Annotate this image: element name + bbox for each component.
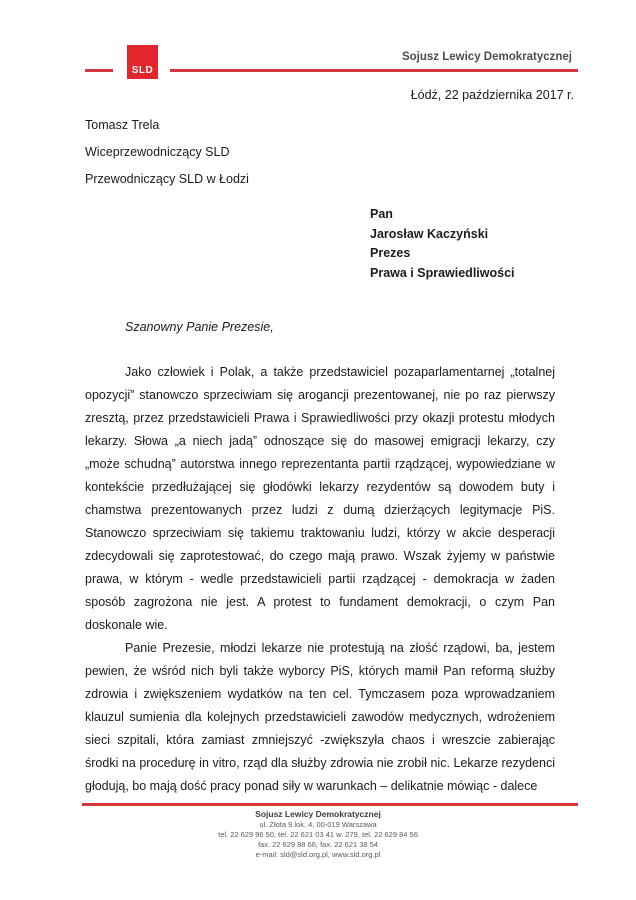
header-organization-name: Sojusz Lewicy Demokratycznej [401,51,572,63]
sld-logo [127,45,158,79]
recipient-title: Prezes [370,246,411,260]
footer-rule [82,803,578,806]
recipient-name: Jarosław Kaczyński [370,226,489,241]
body-paragraph-1: Jako człowiek i Polak, a także przedstawiciel pozaparlamentarnej „totalnej opozycji” stanowczo sprzeciwiam się arogancji prezentowanej, nie po raz pierwszy zresztą, przez przedstawicieli Prawa i Sprawiedliwości przy okazji protestu młodych lekarzy. Słowa „a niech jadą” odnoszące się do masowej emigracji lekarzy, czy „może schudną” autorstwa innego reprezentanta partii rządzącej, wypowiedziane w kontekście przedłużającej się głodówki lekarzy rezydentów są dowodem buty i chamstwa prezentowanych przez ludzi z dumą dzierżących legitymacje PiS. Stanowczo sprzeciwiam się takiemu traktowaniu ludzi, którzy w akcie desperacji zdecydowali się zaprotestować, do czego mają prawo. Wszak żyjemy w państwie prawa, w którym - wedle przedstawicieli partii rządzącej - demokracja w żaden sposób zagrożona nie jest. A protest to fundament demokracji, o czym Pan doskonale wie. [85,365,555,632]
sender-name: Tomasz Trela [85,118,160,132]
recipient-block [370,205,515,283]
sld-logo-text: SLD [131,65,154,76]
letter-date: Łódź, 22 października 2017 r. [410,88,574,102]
footer-phones: tel. 22 629 96 50, tel. 22 621 03 41 w. 279, tel. 22 629 84 56 [218,830,418,839]
letter-body [85,361,555,798]
header-rule-right [170,69,578,72]
recipient-honorific: Pan [370,207,393,221]
recipient-party: Prawa i Sprawiedliwości [370,265,515,280]
footer-fax: fax. 22 629 88 66, fax. 22 621 38 54 [257,840,379,849]
salutation: Szanowny Panie Prezesie, [125,320,274,334]
footer-block [0,809,636,860]
sender-block [85,112,249,193]
body-paragraph-2: Panie Prezesie, młodzi lekarze nie protestują na złość rządowi, ba, jestem pewien, że wśród nich byli także wyborcy PiS, których mamił Pan reformą służby zdrowia i zwiększeniem wydatków na ten cel. Tymczasem poza wprowadzaniem klauzul sumienia dla kolejnych przedstawicieli zawodów medycznych, wdrożeniem sieci szpitali, która zamiast zmniejszyć -zwiększyła chaos i wreszcie zabierając środki na procedurę in vitro, rząd dla służby zdrowia nie zrobił nic. Lekarze rezydenci głodują, bo mają dość pracy ponad siły w warunkach – delikatnie mówiąc - dalece [85,641,555,793]
sender-title-2: Przewodniczący SLD w Łodzi [85,172,249,186]
footer-email-web: e-mail: sld@sld.org.pl, www.sld.org.pl [255,850,381,859]
footer-organization: Sojusz Lewicy Demokratycznej [255,809,381,819]
header-rule-left [85,69,113,72]
footer-address: ul. Złota 9 lok. 4, 00-019 Warszawa [259,820,377,829]
sender-title-1: Wiceprzewodniczący SLD [85,145,230,159]
